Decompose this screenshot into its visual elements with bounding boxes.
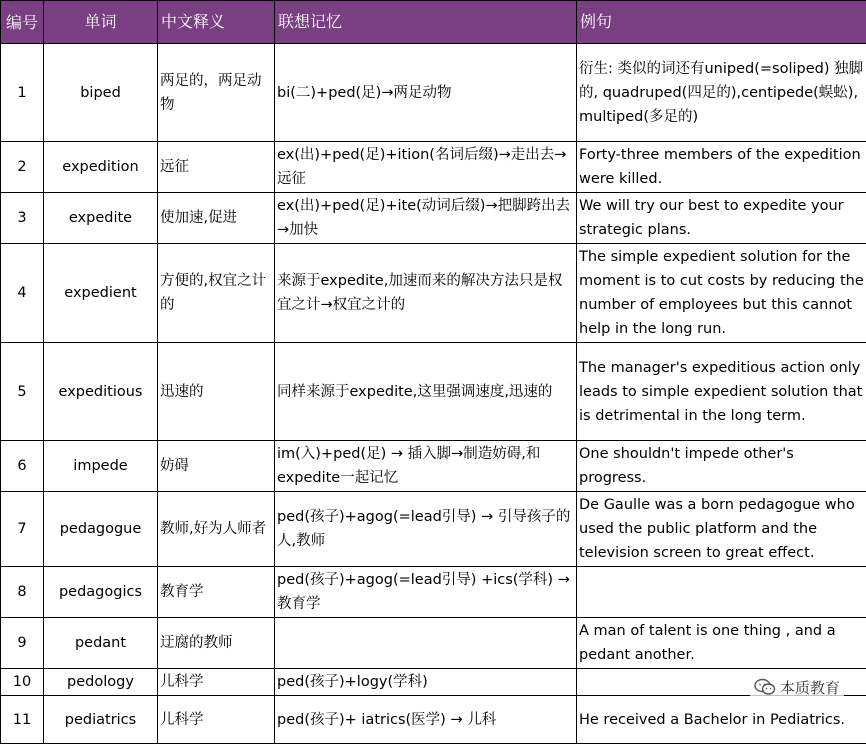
row-example: A man of talent is one thing , and a pedant another. [577, 618, 866, 669]
row-memory: bi(二)+ped(足)→两足动物 [275, 44, 577, 142]
row-meaning: 教育学 [158, 567, 275, 618]
row-memory: ex(出)+ped(足)+ite(动词后缀)→把脚跨出去→加快 [275, 193, 577, 244]
row-example [577, 567, 866, 618]
row-example: 衍生: 类似的词还有uniped(=soliped) 独脚的, quadruped(四足的),centipede(蜈蚣), multiped(多足的) [577, 44, 866, 142]
table-row [1, 244, 866, 343]
row-example: The simple expedient solution for the moment is to cut costs by reducing the number of employees but this cannot help in the long run. [577, 244, 866, 343]
row-word: expedient [44, 244, 158, 343]
table-header [1, 1, 866, 44]
header-example: 例句 [577, 1, 866, 44]
row-number: 4 [1, 244, 44, 343]
row-example: One shouldn't impede other's progress. [577, 441, 866, 492]
row-meaning: 两足的，两足动物 [158, 44, 275, 142]
row-meaning: 教师,好为人师者 [158, 492, 275, 567]
row-meaning: 儿科学 [158, 696, 275, 744]
row-number: 5 [1, 343, 44, 441]
row-word: pediatrics [44, 696, 158, 744]
table-row [1, 567, 866, 618]
row-example: De Gaulle was a born pedagogue who used the public platform and the television screen to great effect. [577, 492, 866, 567]
row-example: Forty-three members of the expedition were killed. [577, 142, 866, 193]
row-memory: ped(孩子)+logy(学科) [275, 669, 577, 696]
table-row [1, 44, 866, 142]
row-memory [275, 618, 577, 669]
table-row [1, 343, 866, 441]
row-word: expeditious [44, 343, 158, 441]
header-memory: 联想记忆 [275, 1, 577, 44]
row-number: 3 [1, 193, 44, 244]
row-meaning: 儿科学 [158, 669, 275, 696]
row-meaning: 方便的,权宜之计的 [158, 244, 275, 343]
row-number: 10 [1, 669, 44, 696]
watermark-text: 本质教育 [780, 677, 840, 698]
header-meaning: 中文释义 [158, 1, 275, 44]
table-row [1, 142, 866, 193]
table-row [1, 618, 866, 669]
row-word: pedant [44, 618, 158, 669]
table-row [1, 669, 866, 696]
watermark [750, 674, 844, 700]
row-word: expedition [44, 142, 158, 193]
header-word: 单词 [44, 1, 158, 44]
row-meaning: 远征 [158, 142, 275, 193]
row-word: pedology [44, 669, 158, 696]
row-number: 9 [1, 618, 44, 669]
row-number: 1 [1, 44, 44, 142]
row-meaning: 使加速,促进 [158, 193, 275, 244]
row-number: 2 [1, 142, 44, 193]
row-memory: 来源于expedite,加速而来的解决方法只是权宜之计→权宜之计的 [275, 244, 577, 343]
row-word: pedagogue [44, 492, 158, 567]
row-memory: ped(孩子)+agog(=lead引导) +ics(学科) → 教育学 [275, 567, 577, 618]
row-word: biped [44, 44, 158, 142]
row-memory: ex(出)+ped(足)+ition(名词后缀)→走出去→ 远征 [275, 142, 577, 193]
wechat-icon [754, 678, 776, 696]
row-word: impede [44, 441, 158, 492]
row-number: 7 [1, 492, 44, 567]
row-example: The manager's expeditious action only leads to simple expedient solution that is detrimental in the long term. [577, 343, 866, 441]
table-row [1, 696, 866, 744]
row-number: 8 [1, 567, 44, 618]
row-number: 11 [1, 696, 44, 744]
row-example: We will try our best to expedite your strategic plans. [577, 193, 866, 244]
row-memory: ped(孩子)+ iatrics(医学) → 儿科 [275, 696, 577, 744]
row-word: expedite [44, 193, 158, 244]
row-number: 6 [1, 441, 44, 492]
row-memory: im(入)+ped(足) → 插入脚→制造妨碍,和expedite一起记忆 [275, 441, 577, 492]
row-word: pedagogics [44, 567, 158, 618]
row-memory: ped(孩子)+agog(=lead引导) → 引导孩子的人,教师 [275, 492, 577, 567]
table-body [1, 44, 866, 744]
row-meaning: 迂腐的教师 [158, 618, 275, 669]
row-meaning: 迅速的 [158, 343, 275, 441]
row-memory: 同样来源于expedite,这里强调速度,迅速的 [275, 343, 577, 441]
header-no: 编号 [1, 1, 44, 44]
table-row [1, 193, 866, 244]
table-row [1, 492, 866, 567]
row-meaning: 妨碍 [158, 441, 275, 492]
table-row [1, 441, 866, 492]
row-example: He received a Bachelor in Pediatrics. [577, 696, 866, 744]
